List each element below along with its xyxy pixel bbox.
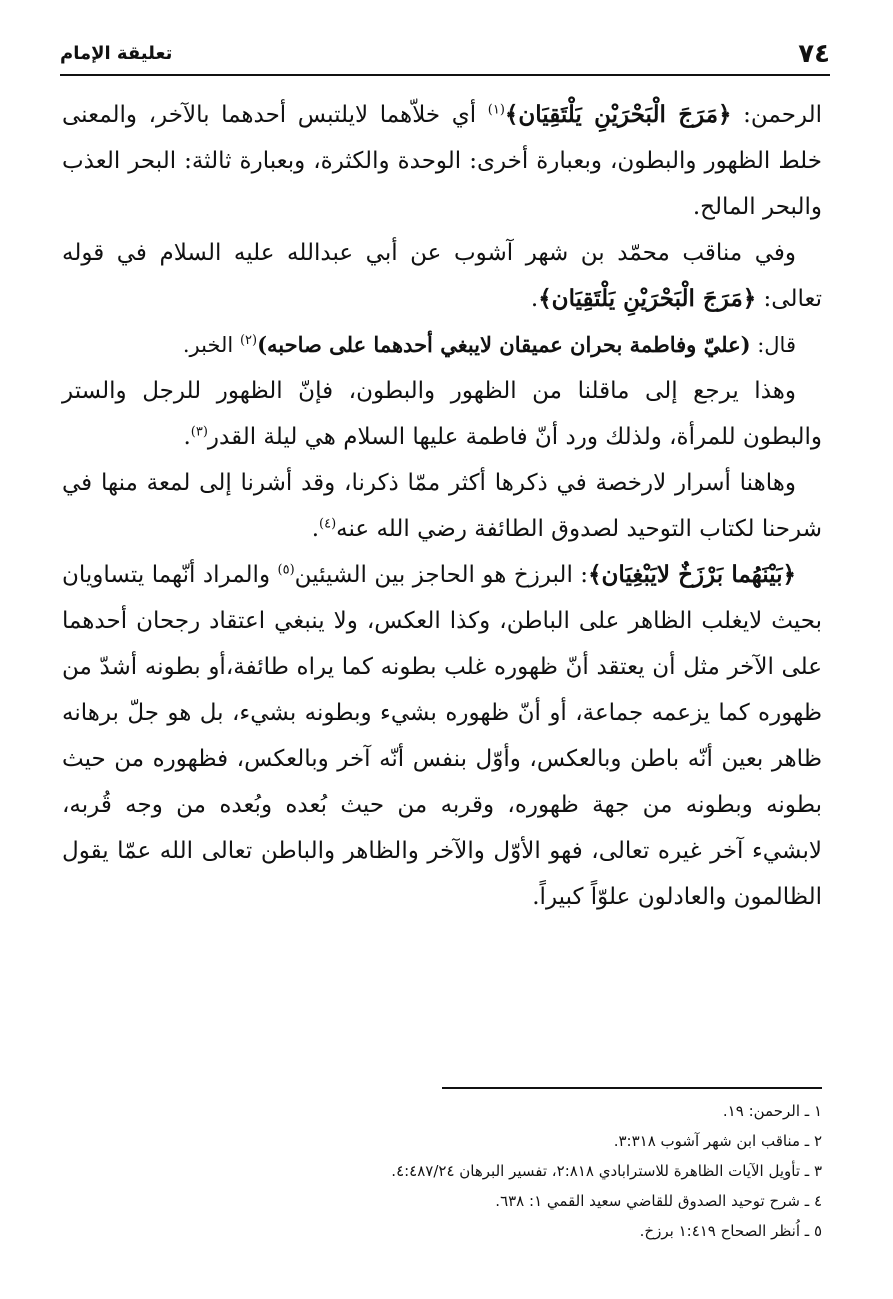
running-title: تعليقة الإمام bbox=[60, 43, 173, 64]
header-rule bbox=[60, 74, 830, 76]
footnote-ref-2[interactable]: (٢) bbox=[239, 333, 258, 348]
paragraph-4-text: وهذا يرجع إلى ماقلنا من الظهور والبطون، فإنّ الظهور للرجل والستر والبطون للمرأة، ولذلك ورد أنّ فاطمة عليها السلام هي ليلة القدر bbox=[62, 378, 822, 450]
footnote-ref-5[interactable]: (٥) bbox=[277, 562, 295, 578]
footnote-ref-1[interactable]: (١) bbox=[487, 102, 505, 118]
paragraph-1 bbox=[62, 92, 822, 230]
paragraph-4 bbox=[62, 368, 822, 460]
footnote-1: ١ ـ الرحمن: ١٩. bbox=[722, 1102, 822, 1120]
footnote-3: ٣ ـ تأويل الآيات الظاهرة للاسترابادي ٢:٨١٨، تفسير البرهان ٤:٤٨٧/٢٤. bbox=[391, 1162, 822, 1180]
quran-quote: ﴿مَرَجَ الْبَحْرَيْنِ يَلْتَقِيَان﴾ bbox=[538, 285, 757, 312]
footnote-2: ٢ ـ مناقب ابن شهر آشوب ٣:٣١٨. bbox=[613, 1132, 822, 1150]
paragraph-6-lead: : البرزخ هو الحاجز بين الشيئين bbox=[294, 562, 589, 588]
footnote-4: ٤ ـ شرح توحيد الصدوق للقاضي سعيد القمي ١: ٦٣٨. bbox=[495, 1192, 822, 1210]
paragraph-2 bbox=[62, 230, 822, 322]
paragraph-3-end: الخبر. bbox=[182, 333, 240, 357]
paragraph-6 bbox=[62, 552, 822, 920]
paragraph-1-text: أي خلاّهما لايلتبس أحدهما بالآخر، والمعنى خلط الظهور والبطون، وبعبارة أخرى: الوحدة والكثرة، وبعبارة ثالثة: البحر العذب والبحر المالح. bbox=[62, 102, 822, 220]
paragraph-1-lead: الرحمن: bbox=[731, 102, 823, 128]
page-number: ٧٤ bbox=[798, 39, 830, 69]
paragraph-5-end: . bbox=[311, 516, 320, 542]
paragraph-3-lead: قال: bbox=[750, 333, 796, 357]
footnotes bbox=[62, 1096, 822, 1246]
paragraph-4-end: . bbox=[183, 424, 191, 450]
paragraph-5-text: وهاهنا أسرار لارخصة في ذكرها أكثر ممّا ذكرنا، وقد أشرنا إلى لمعة منها في شرحنا لكتاب التوحيد لصدوق الطائفة رضي الله عنه bbox=[62, 470, 822, 542]
quran-quote: ﴿بَيْنَهُما بَرْزَخٌ لايَبْغِيَان﴾ bbox=[588, 561, 796, 588]
footnote-ref-4[interactable]: (٤) bbox=[319, 516, 337, 532]
paragraph-2-text: وفي مناقب محمّد بن شهر آشوب عن أبي عبدالله عليه السلام في قوله تعالى: bbox=[62, 240, 822, 312]
paragraph-2-end: . bbox=[530, 286, 539, 312]
paragraph-3 bbox=[62, 322, 822, 368]
main-text bbox=[62, 92, 822, 920]
footnote-rule bbox=[442, 1087, 822, 1089]
quran-quote: ﴿مَرَجَ الْبَحْرَيْنِ يَلْتَقِيَان﴾ bbox=[504, 101, 732, 128]
footnote-ref-3[interactable]: (٣) bbox=[190, 424, 208, 440]
hadith-quote: (عليّ وفاطمة بحران عميقان لايبغي أحدهما على صاحبه) bbox=[257, 332, 751, 357]
footnote-5: ٥ ـ اُنظر الصحاح ١:٤١٩ برزخ. bbox=[639, 1222, 822, 1240]
page-header bbox=[60, 28, 830, 72]
paragraph-5 bbox=[62, 460, 822, 552]
paragraph-6-text: والمراد أنّهما يتساويان بحيث لايغلب الظاهر على الباطن، وكذا العكس، ولا ينبغي اعتقاد رجحان أحدهما على الآخر مثل أن يعتقد أنّ ظهوره غلب بطونه كما يراه طائفة،أو بطونه أشدّ من ظهوره كما يزعمه جماعة، أو أنّ ظهوره بشيء وبطونه بشيء، بل هو جلّ برهانه ظاهر بعين أنّه باطن وبالعكس، وأوّل بنفس أنّه آخر وبالعكس، فظهوره من حيث بطونه وبطونه من جهة ظهوره، وقربه من حيث بُعده وبُعده من وجه قُربه، لابشيء آخر غيره تعالى، فهو الأوّل والآخر والظاهر والباطن تعالى الله عمّا يقول الظالمون والعادلون علوّاً كبيراً. bbox=[62, 562, 822, 910]
